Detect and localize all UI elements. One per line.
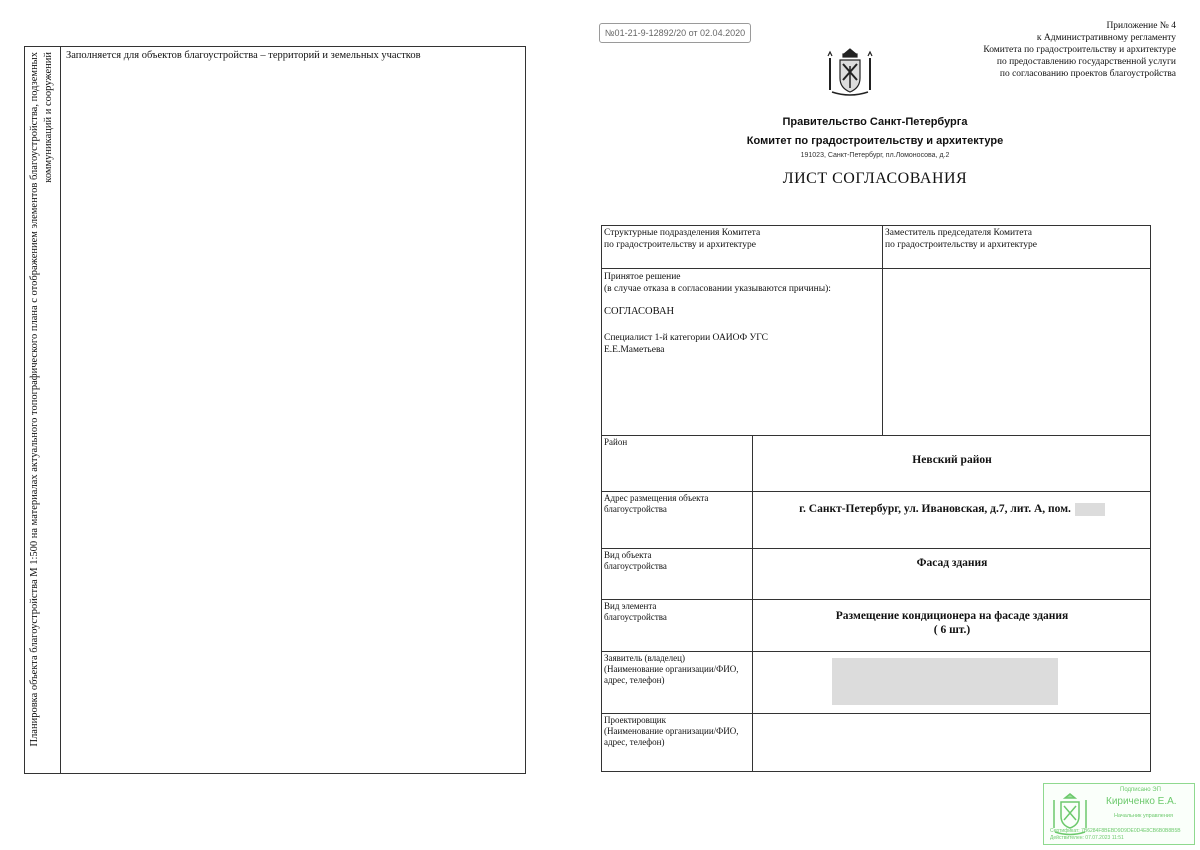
table-hline (602, 713, 1150, 714)
value-object-type: Фасад здания (916, 557, 988, 569)
table-hline (602, 435, 1150, 436)
applicant-redaction (832, 658, 1058, 705)
left-page-frame (24, 46, 526, 774)
government-name: Правительство Санкт-Петербурга (782, 116, 968, 128)
appendix-line: Приложение № 4 (1106, 21, 1176, 31)
committee-name: Комитет по градостроительству и архитектуре (746, 135, 1004, 147)
label-applicant: Заявитель (владелец) (Наименование организации/ФИО, адрес, телефон) (604, 653, 739, 685)
esign-line5: Действителен: 07.07.2023 11:51 (1050, 835, 1124, 841)
esign-name: Кириченко Е.А. (1106, 796, 1177, 807)
label-element-type: Вид элемента благоустройства (604, 601, 667, 622)
table-hline (602, 651, 1150, 652)
specialist-position: Специалист 1-й категории ОАИОФ УГС (604, 333, 768, 343)
appendix-line: к Административному регламенту (1036, 33, 1176, 43)
coat-of-arms-icon (826, 46, 874, 98)
appendix-block (876, 20, 1176, 80)
plan-caption-vertical: Планировка объекта благоустройства М 1:500 на материалах актуального топографического плана с отображением элементов благоустройства, подземных коммуникаций и сооружений (29, 52, 54, 747)
address-redaction (1075, 503, 1105, 516)
label-designer: Проектировщик (Наименование организации/ФИО, адрес, телефон) (604, 715, 739, 747)
header-structural-units: Структурные подразделения Комитета по градостроительству и архитектуре (604, 228, 761, 250)
decision-value: СОГЛАСОВАН (604, 306, 675, 317)
table-hline (602, 491, 1150, 492)
esign-line4: Сертификат: 7B6284F8BEBD9D9DE0D4E8CB6B0B8B5B (1050, 828, 1181, 834)
appendix-line: Комитета по градостроительству и архитектуре (983, 45, 1176, 55)
table-hline (602, 599, 1150, 600)
label-address: Адрес размещения объекта благоустройства (604, 493, 709, 514)
value-district: Невский район (912, 454, 992, 466)
esign-line1: Подписано ЭП (1120, 787, 1161, 793)
sheet-title: ЛИСТ СОГЛАСОВАНИЯ (782, 170, 968, 187)
table-vline (752, 435, 753, 771)
electronic-signature-stamp (1043, 783, 1195, 845)
value-address-text: г. Санкт-Петербург, ул. Ивановская, д.7, лит. А, пом. (799, 503, 1071, 515)
label-district: Район (604, 437, 628, 447)
label-object-type: Вид объекта благоустройства (604, 550, 667, 571)
committee-address: 191023, Санкт-Петербург, пл.Ломоносова, д.2 (800, 152, 950, 159)
table-hline (602, 548, 1150, 549)
left-page-divider (60, 46, 61, 774)
registration-number-stamp: №01-21-9-12892/20 от 02.04.2020 (599, 23, 751, 43)
esign-line3: Начальник управления (1114, 813, 1173, 819)
table-hline (602, 268, 1150, 269)
appendix-line: по согласованию проектов благоустройства (999, 69, 1176, 79)
appendix-line: по предоставлению государственной услуги (996, 57, 1176, 67)
left-page-note: Заполняется для объектов благоустройства – территорий и земельных участков (66, 50, 421, 61)
value-element-type: Размещение кондиционера на фасаде здания ( 6 шт.) (835, 610, 1069, 636)
header-deputy-chairman: Заместитель председателя Комитета по градостроительству и архитектуре (885, 228, 1037, 250)
specialist-name: Е.Е.Маметьева (604, 345, 665, 355)
decision-label: Принятое решение (в случае отказа в согласовании указываются причины): (604, 272, 831, 294)
approval-table (601, 225, 1151, 772)
value-address (754, 502, 1150, 516)
table-vline (882, 226, 883, 435)
